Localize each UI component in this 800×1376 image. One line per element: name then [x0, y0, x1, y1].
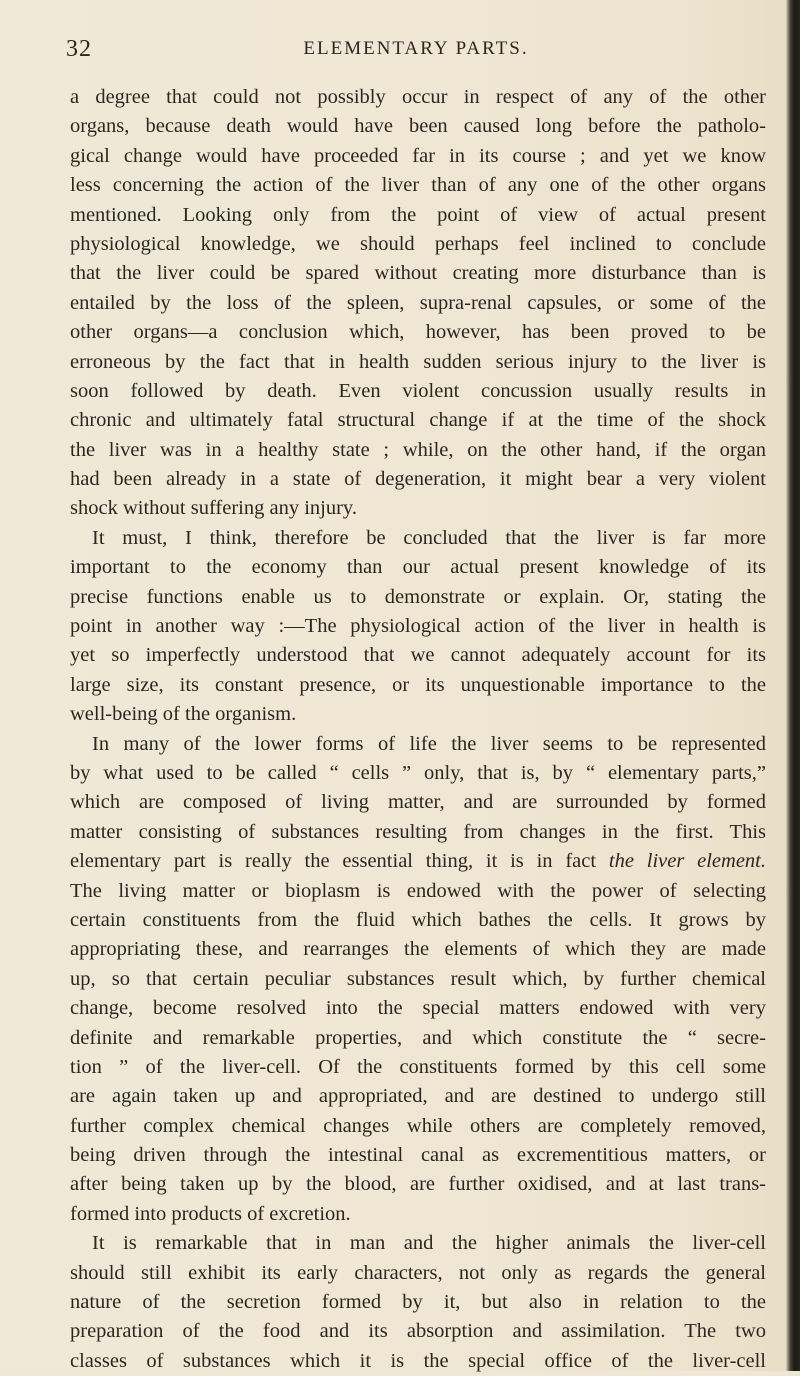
text-line-content: chronic and ultimately fatal structural change if at the time of the shock	[70, 409, 766, 432]
text-line	[70, 759, 766, 788]
text-line	[70, 583, 766, 612]
text-line	[70, 436, 766, 465]
text-line-content: after being taken up by the blood, are further oxidised, and at last trans-	[70, 1173, 766, 1196]
text-line-content: up, so that certain peculiar substances result which, by further chemical	[70, 967, 766, 990]
running-head: ELEMENTARY PARTS.	[303, 38, 529, 59]
text-line	[70, 1053, 766, 1082]
text-line-content: less concerning the action of the liver than of any one of the other organs	[70, 174, 766, 197]
text-line	[70, 730, 766, 759]
text-line	[70, 171, 766, 200]
text-line-content: that the liver could be spared without creating more disturbance than is	[70, 262, 766, 285]
text-line-content: well-being of the organism.	[70, 703, 297, 726]
text-line-content: yet so imperfectly understood that we cannot adequately account for its	[70, 644, 766, 667]
text-line-content: other organs—a conclusion which, however, has been proved to be	[70, 321, 766, 344]
text-line	[70, 994, 766, 1023]
italic-term: the liver element.	[608, 850, 766, 873]
text-line	[70, 1259, 766, 1288]
body-text	[70, 83, 766, 1376]
text-line-content: shock without suffering any injury.	[70, 497, 357, 520]
page-header	[66, 36, 766, 66]
text-line	[70, 230, 766, 259]
text-line	[70, 935, 766, 964]
text-line-content: entailed by the loss of the spleen, supra-renal capsules, or some of the	[70, 291, 766, 314]
text-line-content: change, become resolved into the special matters endowed with very	[70, 997, 766, 1020]
text-line	[70, 1024, 766, 1053]
text-line-content: elementary part is really the essential thing, it is in fact	[70, 850, 609, 873]
text-line	[70, 289, 766, 318]
text-line-content: preparation of the food and its absorption and assimilation. The two	[70, 1320, 766, 1343]
text-line	[70, 1112, 766, 1141]
text-line	[70, 641, 766, 670]
text-line-content: classes of substances which it is the special office of the liver-cell	[70, 1349, 766, 1372]
text-line	[70, 788, 766, 817]
text-line-content: organs, because death would have been caused long before the patholo-	[70, 115, 766, 138]
text-line-content: mentioned. Looking only from the point of view of actual present	[70, 203, 766, 226]
text-line	[70, 259, 766, 288]
text-line-content: important to the economy than our actual present knowledge of its	[70, 556, 766, 579]
text-line	[70, 906, 766, 935]
text-line-content: tion ” of the liver-cell. Of the constituents formed by this cell some	[70, 1055, 766, 1078]
text-line	[70, 612, 766, 641]
text-line-content: nature of the secretion formed by it, but also in relation to the	[70, 1291, 766, 1314]
text-line	[70, 142, 766, 171]
text-line	[70, 1141, 766, 1170]
text-line-content: which are composed of living matter, and are surrounded by formed	[70, 791, 766, 814]
text-line-content: gical change would have proceeded far in its course ; and yet we know	[70, 144, 766, 167]
text-line	[70, 553, 766, 582]
text-line	[70, 1200, 766, 1229]
text-line-content: appropriating these, and rearranges the elements of which they are made	[70, 938, 766, 961]
text-line	[70, 965, 766, 994]
text-line-content: The living matter or bioplasm is endowed with the power of selecting	[70, 879, 766, 902]
text-line-content: physiological knowledge, we should perhaps feel inclined to conclude	[70, 232, 766, 255]
text-line	[70, 1082, 766, 1111]
text-line	[70, 112, 766, 141]
text-line-content: formed into products of excretion.	[70, 1202, 351, 1225]
text-line	[70, 1288, 766, 1317]
text-line	[70, 818, 766, 847]
text-line	[70, 524, 766, 553]
text-line	[70, 1317, 766, 1346]
text-line-content: In many of the lower forms of life the liver seems to be represented	[92, 732, 766, 755]
text-line-content: point in another way :—The physiological action of the liver in health is	[70, 615, 766, 638]
text-line	[70, 377, 766, 406]
text-line	[70, 1229, 766, 1258]
page-edge-shadow	[786, 0, 800, 1371]
text-line-content: further complex chemical changes while others are completely removed,	[70, 1114, 766, 1137]
text-line	[70, 201, 766, 230]
text-line-content: are again taken up and appropriated, and are destined to undergo still	[70, 1085, 766, 1108]
text-line	[70, 1347, 766, 1376]
text-line	[70, 1170, 766, 1199]
text-line-content: a degree that could not possibly occur in respect of any of the other	[70, 86, 766, 108]
text-line-content: by what used to be called “ cells ” only, that is, by “ elementary parts,”	[70, 761, 766, 784]
text-line	[70, 406, 766, 435]
text-line	[70, 700, 766, 729]
text-line	[70, 348, 766, 377]
text-line-content: certain constituents from the fluid which bathes the cells. It grows by	[70, 908, 766, 931]
text-line-content: the liver was in a healthy state ; while, on the other hand, if the organ	[70, 438, 766, 461]
text-line-content: large size, its constant presence, or its unquestionable importance to the	[70, 673, 766, 696]
text-line	[70, 465, 766, 494]
text-line-content: precise functions enable us to demonstrate or explain. Or, stating the	[70, 585, 766, 608]
text-line	[70, 83, 766, 112]
text-line	[70, 494, 766, 523]
text-line-content: should still exhibit its early characters, not only as regards the general	[70, 1261, 766, 1284]
text-line-content: matter consisting of substances resulting from changes in the first. This	[70, 820, 766, 843]
text-line	[70, 877, 766, 906]
text-line-content: It must, I think, therefore be concluded that the liver is far more	[92, 526, 766, 549]
text-line-content: definite and remarkable properties, and which constitute the “ secre-	[70, 1026, 766, 1049]
text-line-content: It is remarkable that in man and the higher animals the liver-cell	[92, 1232, 766, 1255]
text-line	[70, 847, 766, 876]
text-line	[70, 671, 766, 700]
text-line-content: being driven through the intestinal canal as excrementitious matters, or	[70, 1144, 766, 1167]
text-line-content: had been already in a state of degeneration, it might bear a very violent	[70, 468, 766, 491]
page-number: 32	[66, 36, 92, 62]
text-line-content: erroneous by the fact that in health sudden serious injury to the liver is	[70, 350, 766, 373]
text-line	[70, 318, 766, 347]
text-line-content: soon followed by death. Even violent concussion usually results in	[70, 379, 766, 402]
